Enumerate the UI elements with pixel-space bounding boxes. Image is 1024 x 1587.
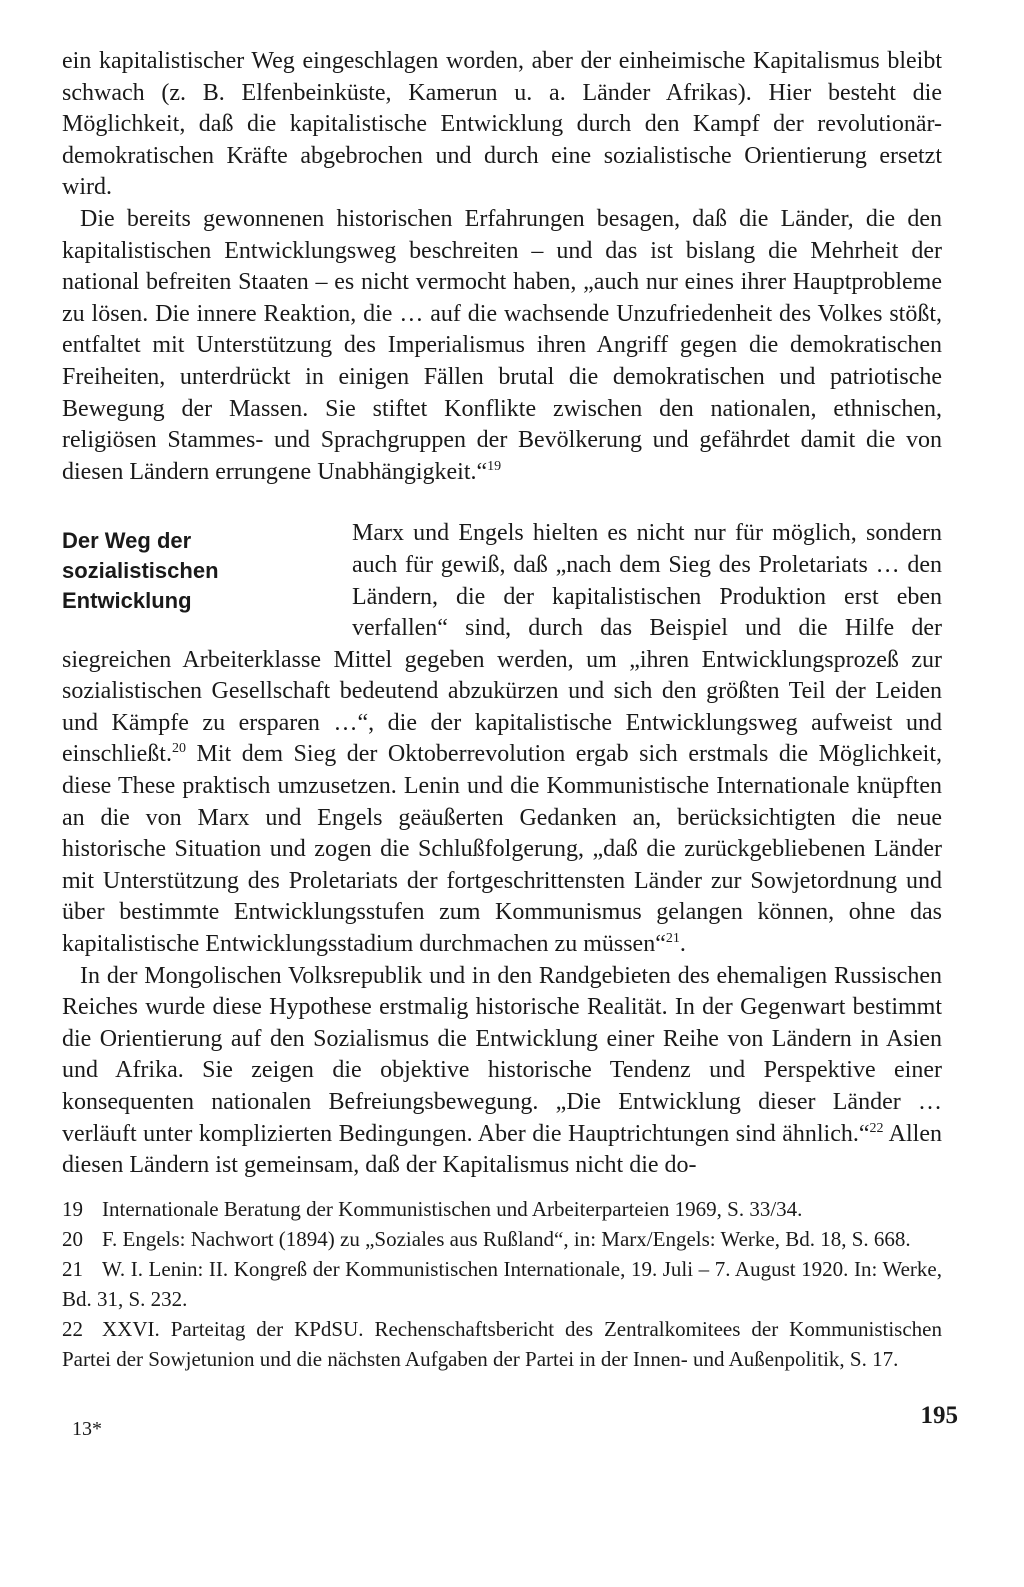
footnote-number: 21: [62, 1256, 83, 1281]
section-paragraph-2: [62, 961, 942, 1182]
footnote-22: [62, 1314, 942, 1374]
page-content: [62, 46, 958, 1440]
section-paragraph-1-end: .: [679, 931, 686, 958]
page-number: 195: [920, 1402, 958, 1429]
footnote-text: XXVI. Parteitag der KPdSU. Rechenschaftsbericht des Zentralkomitees der Kommunistischen Partei der Sowjetunion und die nächsten Aufgaben der Partei in der Innen- und Außenpolitik, S. 17.: [62, 1316, 942, 1371]
footnote-19: [62, 1194, 942, 1224]
section-heading-line-2: sozialistischen: [62, 557, 219, 583]
footnote-text: Internationale Beratung der Kommunistischen und Arbeiterparteien 1969, S. 33/34.: [102, 1196, 803, 1221]
section-heading-line-3: Entwicklung: [62, 587, 192, 613]
intro-paragraph-2: [62, 204, 942, 488]
section-heading: [62, 526, 352, 615]
footnote-ref-19: 19: [487, 458, 502, 474]
intro-paragraph-2-text: Die bereits gewonnenen historischen Erfahrungen besagen, daß die Länder, die den kapitalistischen Entwicklungsweg beschreiten – und das ist bislang die Mehrheit der national befreiten Staaten – es nicht vermocht haben, „auch nur eines ihrer Hauptprobleme zu lösen. Die innere Reaktion, die … auf die wachsende Unzufriedenheit des Volkes stößt, entfaltet mit Unterstützung des Imperialismus ihren Angriff gegen die demokratischen Freiheiten, unterdrückt in einigen Fällen brutal die demokratischen und patriotische Bewegung der Massen. Sie stiftet Konflikte zwischen den nationalen, ethnischen, religiösen Stammes- und Sprachgruppen der Bevölkerung und gefährdet damit die von diesen Ländern errungene Unabhängigkeit.“: [62, 205, 942, 485]
footnote-number: 22: [62, 1316, 83, 1341]
intro-text: [62, 46, 942, 488]
footnote-20: [62, 1224, 942, 1254]
footnote-number: 20: [62, 1226, 83, 1251]
section-paragraph-2-part-1: In der Mongolischen Volksrepublik und in den Randgebieten des ehemaligen Russischen Reiches wurde diese Hypothese erstmalig historische Realität. In der Gegenwart bestimmt die Orientierung auf den Sozialismus die Entwicklung einer Reihe von Ländern in Asien und Afrika. Sie zeigen die objektive historische Tendenz und Perspektive einer konsequenten nationalen Befreiungsbewegung. „Die Entwicklung dieser Länder … verläuft unter komplizierten Bedingungen. Aber die Hauptrichtungen sind ähnlich.“: [62, 962, 942, 1147]
footnote-ref-22: 22: [869, 1120, 884, 1136]
signature-mark: 13*: [72, 1418, 102, 1440]
footnote-text: F. Engels: Nachwort (1894) zu „Soziales aus Rußland“, in: Marx/Engels: Werke, Bd. 18, S. 668.: [102, 1226, 911, 1251]
section-socialist-development: [62, 518, 942, 1181]
footnote-ref-20: 20: [171, 741, 186, 757]
footnote-21: [62, 1254, 942, 1314]
section-paragraph-2-part-2: Allen diesen Ländern ist gemeinsam, daß der Kapitalismus nicht die do-: [62, 1120, 942, 1179]
footnote-text: W. I. Lenin: II. Kongreß der Kommunistischen Internationale, 19. Juli – 7. August 1920. In: Werke, Bd. 31, S. 232.: [62, 1256, 942, 1311]
page-footer: [62, 1402, 958, 1442]
footnote-ref-21: 21: [665, 931, 680, 947]
footnotes: [62, 1194, 942, 1374]
section-paragraph-1-part-2: Mit dem Sieg der Oktoberrevolution ergab sich erstmals die Möglichkeit, diese These praktisch umzusetzen. Lenin und die Kommunistische Internationale knüpften an die von Marx und Engels geäußerten Gedanken an, berücksichtigten die neue historische Situation und zogen die Schlußfolgerung, „daß die zurückgebliebenen Länder mit Unterstützung des Proletariats der fortgeschrittensten Länder zur Sowjetordnung und über bestimmte Entwicklungsstufen zum Kommunismus gelangen können, ohne das kapitalistische Entwicklungsstadium durchmachen zu müssen“: [62, 741, 942, 958]
intro-paragraph-1: ein kapitalistischer Weg eingeschlagen worden, aber der einheimische Kapitalismus bleibt schwach (z. B. Elfenbeinküste, Kamerun u. a. Länder Afrikas). Hier besteht die Möglichkeit, daß die kapitalistische Entwicklung durch den Kampf der revolutionär-demokratischen Kräfte abgebrochen und durch eine sozialistische Orientierung ersetzt wird.: [62, 48, 942, 201]
section-paragraph-1-part-1: Marx und Engels hielten es nicht nur für möglich, sondern auch für gewiß, daß „nach dem Sieg des Proletariats … den Ländern, die der kapitalistischen Produktion erst eben verfallen“ sind, durch das Beispiel und die Hilfe der siegreichen Arbeiterklasse Mittel gegeben werden, um „ihren Entwicklungsprozeß zur sozialistischen Gesellschaft bedeutend abzukürzen und sich den größten Teil der Leiden und Kämpfe zu ersparen …“, die der kapitalistische Entwicklungsweg aufweist und einschließt.: [62, 520, 942, 768]
section-heading-line-1: Der Weg der: [62, 528, 192, 554]
footnote-number: 19: [62, 1196, 83, 1221]
